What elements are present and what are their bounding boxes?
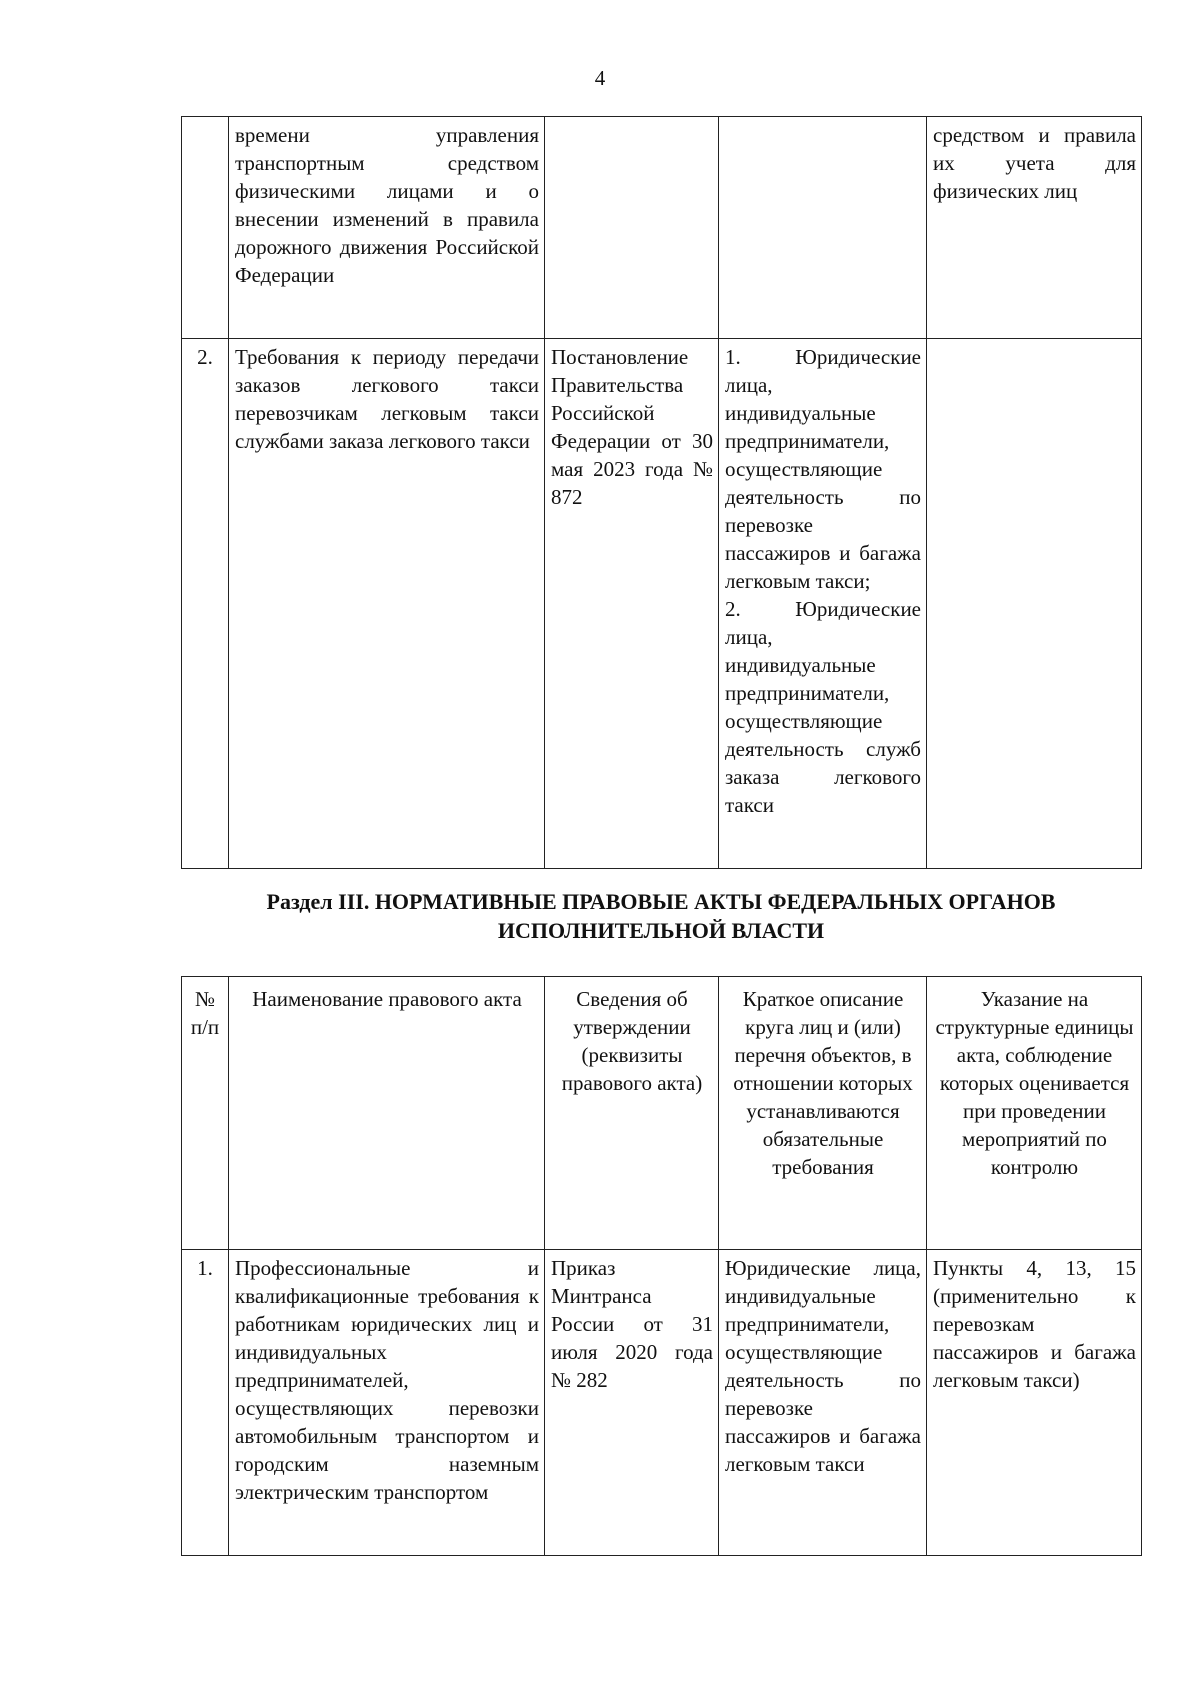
header-act-name-label: Наименование правового акта: [252, 987, 522, 1011]
row-number: 2.: [197, 345, 213, 369]
scope-cell: [719, 339, 927, 869]
header-number: [182, 977, 229, 1250]
header-approval-label: Сведения об утверждении (реквизиты правового акта): [561, 987, 703, 1095]
row-number-cell: [182, 1250, 229, 1556]
row-number-cell: [182, 117, 229, 339]
section-heading-line-2: ИСПОЛНИТЕЛЬНОЙ ВЛАСТИ: [497, 918, 825, 943]
structural-units: Пункты 4, 13, 15 (применительно к перевозкам пассажиров и багажа легковым такси): [933, 1256, 1136, 1392]
scope-cell: [719, 1250, 927, 1556]
header-scope-label: Краткое описание круга лиц и (или) перечня объектов, в отношении которых устанавливаются обязательные требования: [733, 987, 913, 1179]
act-name: Профессиональные и квалификационные требования к работникам юридических лиц и индивидуальных предпринимателей, осуществляющих перевозки автомобильным транспортом и городским наземным электрическим транспортом: [235, 1256, 539, 1504]
structural-units-cell: [927, 339, 1142, 869]
requirements-table-continuation: [181, 116, 1142, 869]
header-structural-units: [927, 977, 1142, 1250]
scope-description: 1. Юридические лица, индивидуальные предприниматели, осуществляющие деятельность по перевозке пассажиров и багажа легковым такси; 2. Юридические лица, индивидуальные предприниматели, осуществляющие деятельность служб заказа легкового такси: [725, 345, 921, 817]
row-number: 1.: [197, 1256, 213, 1280]
header-number-label: № п/п: [190, 987, 220, 1039]
approval-cell: [545, 1250, 719, 1556]
section-3-table: [181, 976, 1142, 1556]
act-name-cell: [229, 117, 545, 339]
page-number: 4: [594, 66, 606, 90]
structural-units: средством и правила их учета для физических лиц: [933, 123, 1136, 203]
scope-cell: [719, 117, 927, 339]
table-row: [182, 117, 1142, 339]
structural-units-cell: [927, 117, 1142, 339]
header-act-name: [229, 977, 545, 1250]
scope-description: Юридические лица, индивидуальные предприниматели, осуществляющие деятельность по перевозке пассажиров и багажа легковым такси: [725, 1256, 921, 1476]
section-heading-line-1: Раздел III. НОРМАТИВНЫЕ ПРАВОВЫЕ АКТЫ ФЕДЕРАЛЬНЫХ ОРГАНОВ: [266, 889, 1056, 914]
approval-cell: [545, 117, 719, 339]
table-row: [182, 1250, 1142, 1556]
table-row: [182, 339, 1142, 869]
header-scope: [719, 977, 927, 1250]
approval-cell: [545, 339, 719, 869]
act-name: времени управления транспортным средством физическими лицами и о внесении изменений в правила дорожного движения Российской Федерации: [235, 123, 539, 287]
row-number-cell: [182, 339, 229, 869]
header-structural-units-label: Указание на структурные единицы акта, соблюдение которых оценивается при проведении мероприятий по контролю: [935, 987, 1134, 1179]
act-name-cell: [229, 339, 545, 869]
table-header-row: [182, 977, 1142, 1250]
act-name: Требования к периоду передачи заказов легкового такси перевозчикам легковым такси службами заказа легкового такси: [235, 345, 539, 453]
approval-details: Приказ Минтранса России от 31 июля 2020 года № 282: [551, 1256, 713, 1392]
section-heading: [181, 887, 1141, 945]
header-approval: [545, 977, 719, 1250]
structural-units-cell: [927, 1250, 1142, 1556]
approval-details: Постановление Правительства Российской Федерации от 30 мая 2023 года № 872: [551, 345, 713, 509]
act-name-cell: [229, 1250, 545, 1556]
